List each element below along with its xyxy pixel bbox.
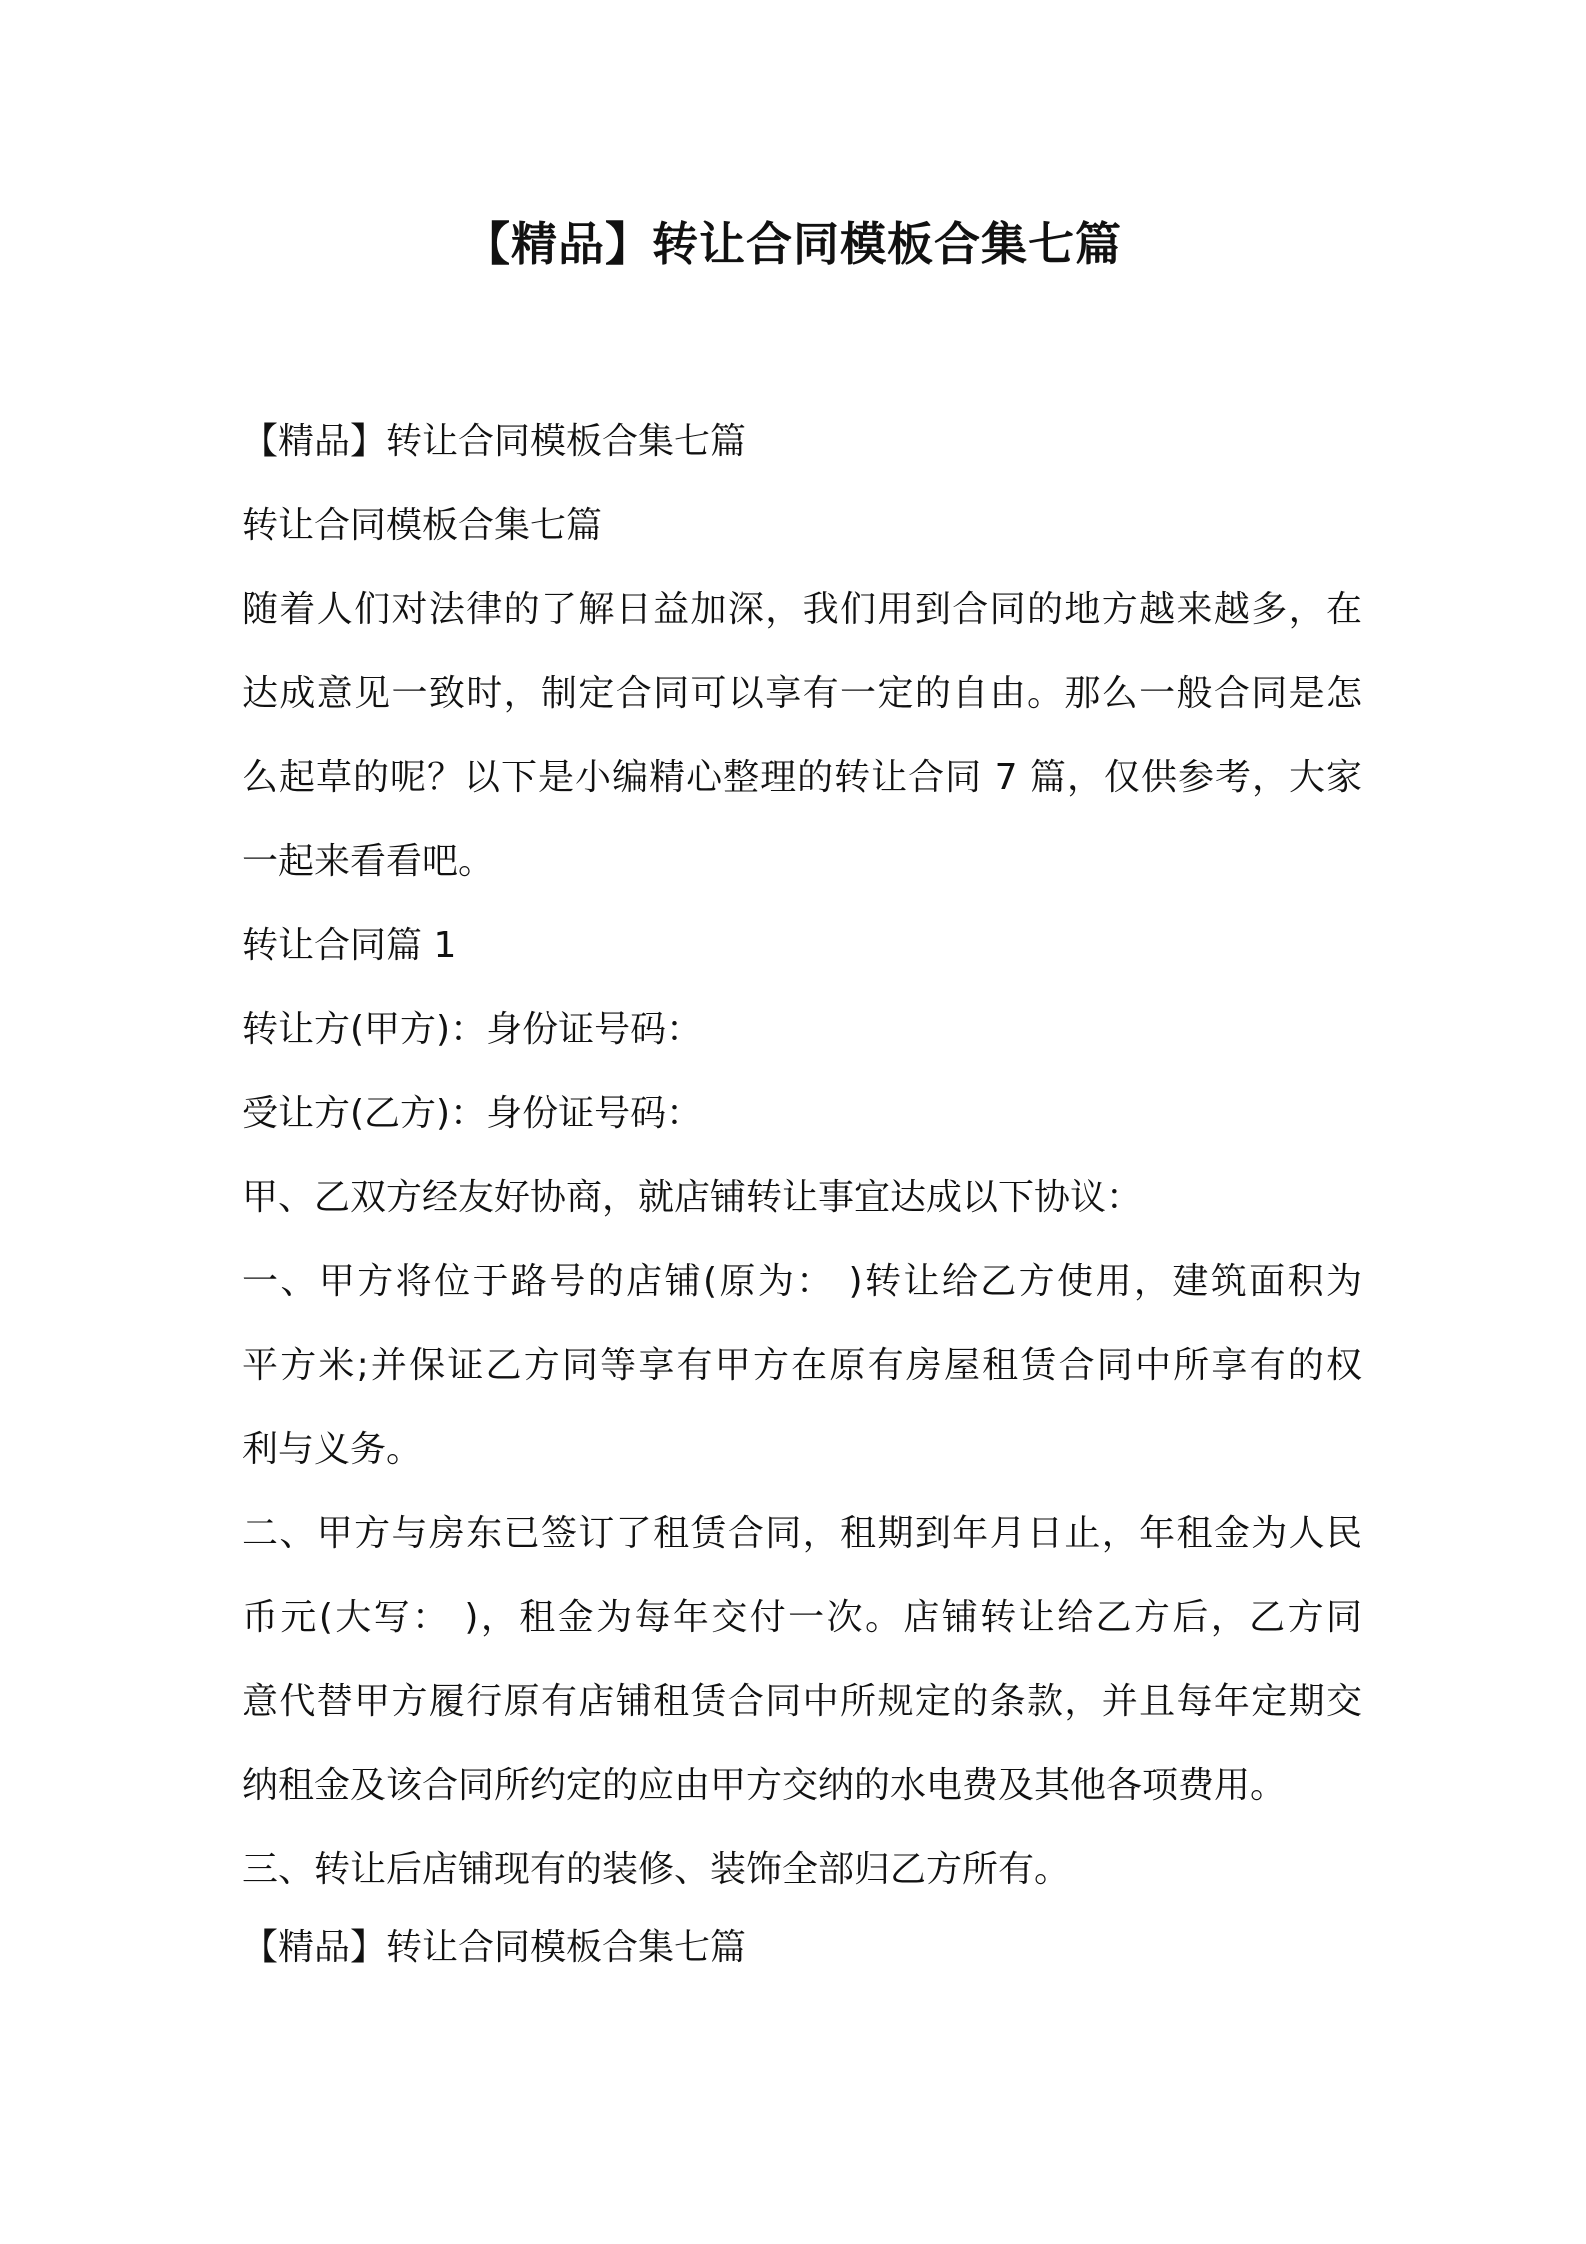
party-a-line: 转让方(甲方)：身份证号码：	[242, 1009, 703, 1050]
intro-line-3: 么起草的呢？以下是小编精心整理的转让合同 7 篇，仅供参考，大家	[242, 757, 1362, 798]
intro-line-2: 达成意见一致时，制定合同可以享有一定的自由。那么一般合同是怎	[242, 673, 1362, 714]
agreement-line: 甲、乙双方经友好协商，就店铺转让事宜达成以下协议：	[242, 1177, 1143, 1218]
clause-2-line-3: 意代替甲方履行原有店铺租赁合同中所规定的条款，并且每年定期交	[242, 1681, 1362, 1722]
document-body	[242, 400, 1362, 1912]
clause-1-line-2: 平方米;并保证乙方同等享有甲方在原有房屋租赁合同中所享有的权	[242, 1345, 1362, 1386]
intro-line-1: 随着人们对法律的了解日益加深，我们用到合同的地方越来越多，在	[242, 589, 1362, 630]
heading-repeat: 【精品】转让合同模板合集七篇	[242, 421, 747, 462]
clause-2-line-2: 币元(大写： )，租金为每年交付一次。店铺转让给乙方后，乙方同	[242, 1597, 1362, 1638]
section-heading: 转让合同篇 1	[242, 925, 457, 966]
clause-3-line-1: 三、转让后店铺现有的装修、装饰全部归乙方所有。	[242, 1849, 1071, 1890]
party-b-line: 受让方(乙方)：身份证号码：	[242, 1093, 703, 1134]
clause-1-line-1: 一、甲方将位于路号的店铺(原为： )转让给乙方使用，建筑面积为	[242, 1261, 1362, 1302]
page-footer: 【精品】转让合同模板合集七篇	[242, 1927, 747, 1968]
document-title: 【精品】转让合同模板合集七篇	[464, 217, 1122, 271]
clause-2-line-1: 二、甲方与房东已签订了租赁合同，租期到年月日止，年租金为人民	[242, 1513, 1362, 1554]
intro-line-4: 一起来看看吧。	[242, 841, 495, 882]
clause-2-line-4: 纳租金及该合同所约定的应由甲方交纳的水电费及其他各项费用。	[242, 1765, 1287, 1806]
clause-1-line-3: 利与义务。	[242, 1429, 423, 1470]
subtitle: 转让合同模板合集七篇	[242, 505, 603, 546]
